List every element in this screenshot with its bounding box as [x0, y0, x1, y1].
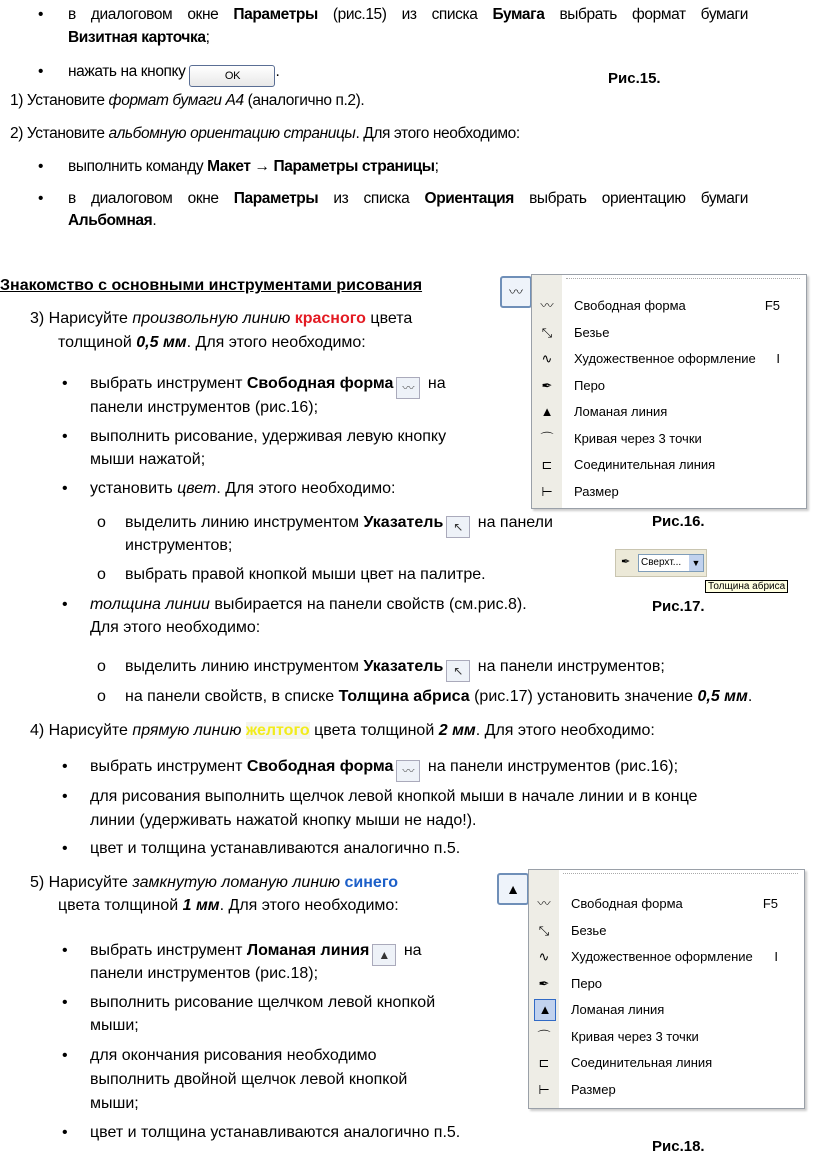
text-run: выполнить двойной щелчок левой кнопкой	[90, 1071, 408, 1088]
text-run: альбомную ориентацию страницы	[108, 125, 356, 142]
text-run: выполнить рисование щелчком левой кнопкой	[90, 994, 436, 1011]
menu-item-label: Перо	[571, 975, 603, 991]
text-run: синего	[344, 874, 399, 891]
text-line	[125, 687, 752, 707]
text-run: . Для этого необходимо:	[186, 334, 366, 351]
text-line	[68, 62, 279, 87]
text-run: цвет	[177, 480, 217, 497]
bullet: •	[62, 994, 68, 1011]
polyline-icon: ▲	[534, 999, 556, 1021]
text-line	[90, 964, 318, 984]
text-run: выбрать инструмент	[90, 375, 247, 392]
text-line	[90, 1094, 139, 1114]
text-run: выделить линию инструментом	[125, 514, 364, 531]
text-run: Для этого необходимо:	[90, 619, 261, 636]
text-run: Указатель	[363, 514, 444, 531]
text-line	[90, 811, 477, 831]
text-line	[90, 618, 260, 638]
polyline-icon: ▲	[540, 404, 554, 419]
menu-item[interactable]	[532, 294, 806, 318]
text-run: выполнить команду	[68, 158, 208, 175]
text-run: . Для этого необходимо:	[355, 125, 520, 142]
text-run: линии (удерживать нажатой кнопку мыши не надо!).	[90, 812, 477, 829]
menu-item-label: Ломаная линия	[574, 404, 668, 419]
pen-icon: ✒	[538, 975, 550, 991]
menu-item-label: Кривая через 3 точки	[574, 430, 702, 446]
text-line	[90, 595, 527, 615]
text-run: 1 мм	[182, 897, 220, 914]
text-run: Альбомная	[68, 212, 153, 229]
text-run: цвета толщиной	[58, 897, 183, 914]
pen-icon: ✒	[621, 556, 631, 568]
text-run: Ломаная линия	[246, 942, 370, 959]
menu-item-label: Кривая через 3 точки	[571, 1028, 699, 1044]
outline-width-tooltip: Толщина абриса	[705, 580, 788, 593]
dimension-icon: ⊢	[541, 483, 553, 499]
text-run: формат бумаги А4	[108, 92, 244, 109]
bullet: •	[62, 1047, 68, 1064]
text-run: желтого	[245, 722, 310, 739]
ok-button[interactable]: OK	[189, 65, 275, 87]
menu-item[interactable]	[529, 972, 804, 996]
curve-tools-menu-fig16	[531, 274, 807, 509]
text-run: толщиной	[58, 334, 137, 351]
text-run: на панели	[473, 514, 553, 531]
text-line	[125, 565, 486, 585]
text-run: Визитная карточка	[68, 29, 206, 46]
bezier-icon: ⤡	[541, 324, 553, 340]
text-line	[90, 1123, 460, 1143]
menu-item[interactable]	[529, 1078, 804, 1102]
text-run: панели инструментов (рис.18);	[90, 965, 319, 982]
bullet: o	[97, 566, 106, 583]
text-line	[125, 657, 665, 682]
text-line	[10, 124, 520, 144]
bezier-icon: ⤡	[538, 922, 550, 938]
text-run: .	[275, 63, 280, 80]
text-line	[125, 513, 553, 538]
text-line	[90, 941, 422, 966]
menu-item[interactable]	[532, 453, 806, 477]
text-run: . Для этого необходимо:	[475, 722, 655, 739]
bullet: •	[62, 942, 68, 959]
pointer-tool-icon: ↖	[446, 516, 470, 538]
text-line	[90, 1016, 139, 1036]
text-run: в диалоговом окне	[68, 6, 234, 23]
menu-item[interactable]	[532, 427, 806, 451]
dimension-icon: ⊢	[538, 1081, 550, 1097]
three-point-curve-icon: ⌒	[540, 430, 554, 446]
text-run: ;	[434, 158, 439, 175]
text-run: Знакомство с основными инструментами рисования	[0, 277, 423, 294]
text-run: установить	[90, 480, 178, 497]
figure-caption-16: Рис.16.	[652, 513, 705, 530]
bullet: •	[62, 1124, 68, 1141]
section-heading	[0, 276, 422, 296]
menu-item-shortcut: F5	[764, 298, 780, 313]
bullet: •	[62, 596, 68, 613]
menu-item[interactable]	[529, 919, 804, 943]
text-run: 0,5 мм	[136, 334, 187, 351]
text-line	[90, 374, 446, 399]
text-run: панели инструментов (рис.16);	[90, 399, 319, 416]
menu-item-label: Ломаная линия	[571, 1002, 665, 1017]
text-run: мыши;	[90, 1095, 139, 1112]
outline-width-value: Сверхт...	[641, 557, 682, 568]
bullet: •	[62, 428, 68, 445]
text-line	[90, 479, 395, 499]
text-run: .	[152, 212, 157, 229]
text-line	[30, 721, 655, 741]
text-run: 2) Установите	[10, 125, 109, 142]
bullet: o	[97, 514, 106, 531]
text-line	[68, 5, 748, 25]
text-run: цвет и толщина устанавливаются аналогично п.5.	[90, 840, 461, 857]
text-run: .	[747, 688, 753, 705]
text-line	[90, 427, 446, 447]
figure-caption-15: Рис.15.	[608, 70, 661, 87]
text-run: 1) Установите	[10, 92, 109, 109]
menu-item[interactable]	[532, 347, 806, 371]
text-run: мыши нажатой;	[90, 451, 206, 468]
menu-item-label: Художественное оформление	[574, 351, 756, 366]
text-run: цвет и толщина устанавливаются аналогично п.5.	[90, 1124, 461, 1141]
text-run: для рисования выполнить щелчок левой кнопкой мыши в начале линии и в конце	[90, 788, 698, 805]
menu-item[interactable]	[529, 998, 804, 1022]
figure-caption-17: Рис.17.	[652, 598, 705, 615]
text-run: 0,5 мм	[697, 688, 748, 705]
text-run: для окончания рисования необходимо	[90, 1047, 377, 1064]
text-line	[68, 211, 156, 231]
bullet: o	[97, 658, 106, 675]
text-run: инструментов;	[125, 537, 233, 554]
text-run: из списка	[318, 190, 425, 207]
text-run: красного	[294, 310, 366, 327]
text-run: выбрать формат бумаги	[544, 6, 748, 23]
freehand-tool-icon: 〰	[396, 377, 420, 399]
text-run: (рис.17) установить значение	[469, 688, 698, 705]
text-line	[90, 1070, 407, 1090]
menu-item-label: Соединительная линия	[574, 457, 716, 472]
text-line	[58, 896, 399, 916]
text-line	[30, 309, 412, 329]
text-run: 5) Нарисуйте	[30, 874, 133, 891]
text-run: в диалоговом окне	[68, 190, 234, 207]
bullet: o	[97, 688, 106, 705]
bullet: •	[38, 190, 44, 207]
menu-item-label: Размер	[571, 1081, 616, 1097]
text-run: произвольную линию	[132, 310, 291, 327]
text-run: 4) Нарисуйте	[30, 722, 133, 739]
text-run: толщина линии	[90, 596, 210, 613]
polyline-tool-icon: ▲	[372, 944, 396, 966]
menu-item-label: Размер	[574, 483, 619, 499]
text-line	[68, 157, 439, 177]
polyline-flyout-button[interactable]: ▲	[497, 873, 529, 905]
connector-icon: ⊏	[541, 457, 553, 472]
menu-item[interactable]	[532, 480, 806, 504]
text-line	[90, 757, 678, 782]
curve-tools-menu-fig18	[528, 869, 805, 1109]
freehand-flyout-button[interactable]: 〰	[500, 276, 532, 308]
three-point-curve-icon: ⌒	[537, 1028, 551, 1044]
text-run: на панели инструментов;	[473, 658, 665, 675]
artistic-media-icon: ∿	[538, 949, 550, 964]
menu-item-shortcut: F5	[762, 896, 778, 911]
text-run: Указатель	[363, 658, 444, 675]
freehand-icon: 〰	[537, 896, 551, 911]
outline-width-select[interactable]	[638, 554, 704, 572]
connector-icon: ⊏	[538, 1055, 550, 1070]
text-run: выбирается на панели свойств (см.рис.8).	[209, 596, 527, 613]
menu-item[interactable]	[532, 321, 806, 345]
text-run: Параметры	[233, 190, 319, 207]
text-run: (рис.15) из списка	[317, 6, 493, 23]
outline-width-propbar	[615, 549, 707, 577]
freehand-tool-icon: 〰	[396, 760, 420, 782]
menu-item-shortcut: I	[774, 949, 778, 964]
text-line	[90, 787, 697, 807]
bullet: •	[38, 6, 44, 23]
text-run: нажать на кнопку	[68, 63, 186, 80]
text-line	[30, 873, 398, 893]
text-line	[90, 1046, 377, 1066]
text-line	[68, 28, 210, 48]
menu-item-label: Перо	[574, 377, 606, 393]
text-run: Толщина абриса	[338, 688, 470, 705]
text-run: ;	[205, 29, 210, 46]
pointer-tool-icon: ↖	[446, 660, 470, 682]
text-run: цвета толщиной	[309, 722, 439, 739]
menu-item-shortcut: I	[776, 351, 780, 366]
text-run: Макет → Параметры страницы	[207, 158, 435, 175]
artistic-media-icon: ∿	[541, 351, 553, 366]
freehand-icon: 〰	[540, 298, 554, 313]
chevron-down-icon[interactable]: ▼	[689, 555, 703, 571]
menu-item-label: Художественное оформление	[571, 949, 753, 964]
menu-item[interactable]	[529, 892, 804, 916]
text-line	[125, 536, 232, 556]
bullet: •	[38, 158, 44, 175]
text-line	[90, 398, 318, 418]
text-line	[68, 189, 748, 209]
text-run: Параметры	[233, 6, 318, 23]
menu-item[interactable]	[529, 945, 804, 969]
text-run: Бумага	[492, 6, 545, 23]
menu-item-label: Соединительная линия	[571, 1055, 713, 1070]
text-run: выделить линию инструментом	[125, 658, 364, 675]
bullet: •	[62, 840, 68, 857]
menu-item[interactable]	[529, 1051, 804, 1075]
text-run: 3) Нарисуйте	[30, 310, 133, 327]
text-run: цвета	[365, 310, 413, 327]
text-run: на панели свойств, в списке	[125, 688, 339, 705]
text-run: выбрать ориентацию бумаги	[513, 190, 749, 207]
text-run: выбрать инструмент	[90, 942, 247, 959]
menu-item-label: Безье	[574, 324, 610, 340]
text-line	[58, 333, 366, 353]
text-run: прямую линию	[132, 722, 242, 739]
text-run: Свободная форма	[246, 375, 394, 392]
text-run: . Для этого необходимо:	[216, 480, 396, 497]
text-run: Свободная форма	[246, 758, 394, 775]
figure-caption-18: Рис.18.	[652, 1138, 705, 1155]
text-run: на панели инструментов (рис.16);	[423, 758, 679, 775]
text-line	[90, 993, 435, 1013]
bullet: •	[62, 480, 68, 497]
text-run: на	[423, 375, 446, 392]
menu-item-label: Безье	[571, 922, 607, 938]
text-run: замкнутую ломаную линию	[132, 874, 341, 891]
text-run: мыши;	[90, 1017, 139, 1034]
bullet: •	[38, 63, 44, 80]
menu-item[interactable]	[529, 1025, 804, 1049]
text-run: (аналогично п.2).	[243, 92, 365, 109]
text-run: 2 мм	[438, 722, 476, 739]
pen-icon: ✒	[541, 377, 553, 393]
menu-item-label: Свободная форма	[574, 298, 686, 313]
text-line	[10, 91, 364, 111]
text-run: выбрать правой кнопкой мыши цвет на палитре.	[125, 566, 486, 583]
menu-item[interactable]	[532, 400, 806, 424]
text-run: выполнить рисование, удерживая левую кнопку	[90, 428, 447, 445]
text-run: . Для этого необходимо:	[219, 897, 399, 914]
text-run: Ориентация	[424, 190, 514, 207]
bullet: •	[62, 758, 68, 775]
menu-item[interactable]	[532, 374, 806, 398]
text-run: на	[399, 942, 422, 959]
menu-item-label: Свободная форма	[571, 896, 683, 911]
text-line	[90, 450, 205, 470]
text-line	[90, 839, 460, 859]
bullet: •	[62, 375, 68, 392]
text-run: выбрать инструмент	[90, 758, 247, 775]
bullet: •	[62, 788, 68, 805]
